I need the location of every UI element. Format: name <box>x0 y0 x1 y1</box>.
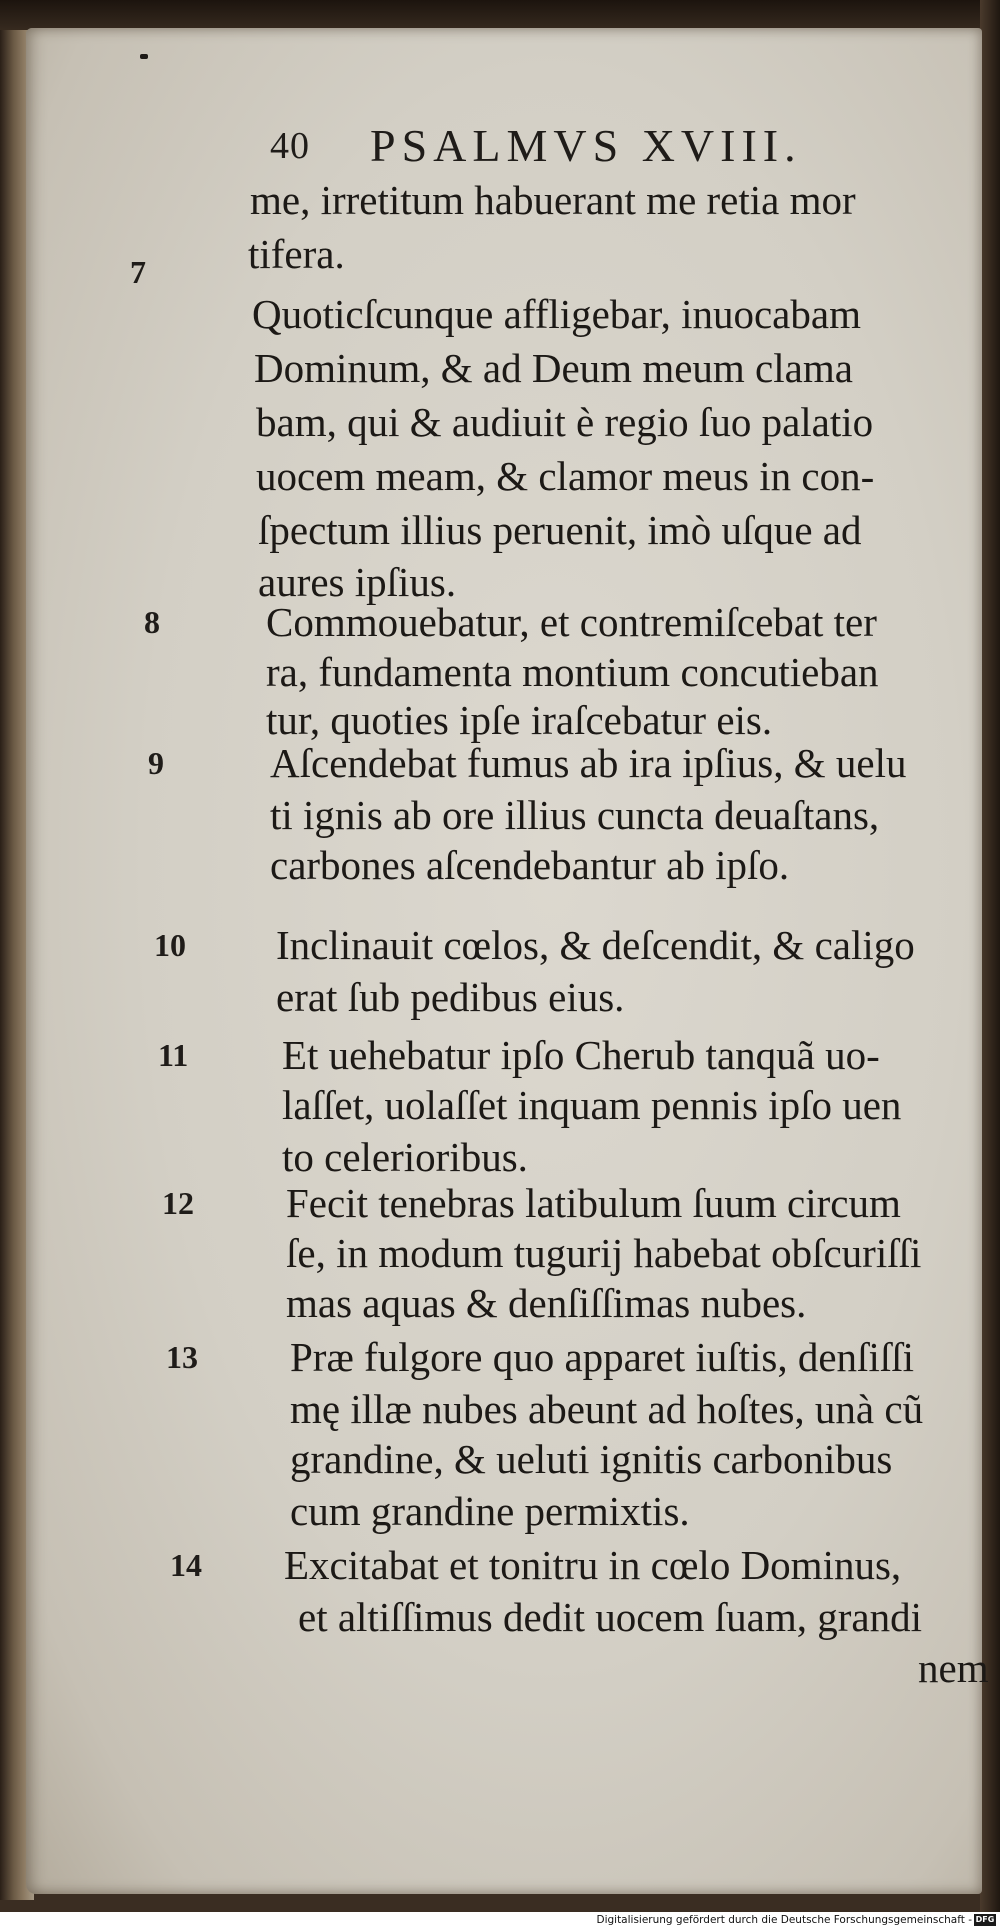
text-line: ti ignis ab ore illius cuncta deuaſtans, <box>270 792 880 838</box>
text-line: Excitabat et tonitru in cœlo Dominus, <box>284 1542 902 1588</box>
text-line: ſpectum illius peruenit, imò uſque ad <box>258 507 862 553</box>
verse-number: 14 <box>170 1547 202 1583</box>
text-line: laſſet, uolaſſet inquam pennis ipſo uen <box>282 1082 902 1128</box>
text-line: tur, quoties ipſe iraſcebatur eis. <box>266 697 773 743</box>
page-header <box>240 116 880 176</box>
verse-number: 13 <box>166 1339 198 1375</box>
verse-number: 8 <box>144 604 160 640</box>
text-line: Fecit tenebras latibulum ſuum circum <box>286 1180 901 1226</box>
text-line: ſe, in modum tugurij habebat obſcuriſſi <box>286 1230 922 1276</box>
paper-page <box>26 28 989 1894</box>
verse-number: 9 <box>148 745 164 781</box>
text-line: erat ſub pedibus eius. <box>276 974 625 1020</box>
text-line: Dominum, & ad Deum meum clama <box>254 345 853 391</box>
text-line: Præ fulgore quo apparet iuſtis, denſiſſi <box>290 1334 915 1380</box>
verse-number: 10 <box>154 927 186 963</box>
text-line: Commouebatur, et contremiſcebat ter <box>266 599 877 645</box>
text-line: Aſcendebat fumus ab ira ipſius, & uelu <box>270 740 907 786</box>
text-line: cum grandine permixtis. <box>290 1488 690 1534</box>
text-line: Inclinauit cœlos, & deſcendit, & caligo <box>276 922 915 968</box>
text-line: bam, qui & audiuit è regio ſuo palatio <box>256 399 874 445</box>
ink-mark <box>140 54 148 59</box>
text-line: uocem meam, & clamor meus in con- <box>256 453 875 499</box>
text-line: ra, fundamenta montium concutieban <box>266 649 879 695</box>
text-line: tifera. <box>248 231 345 277</box>
funding-credit: Digitalisierung gefördert durch die Deutsche Forschungsgemeinschaft - <box>596 1914 972 1926</box>
dfg-logo: DFG <box>975 1915 995 1924</box>
text-line: Quoticſcunque affligebar, inuocabam <box>252 291 861 337</box>
text-line: carbones aſcendebantur ab ipſo. <box>270 842 790 888</box>
text-line: me, irretitum habuerant me retia mor <box>250 177 856 223</box>
psalm-text <box>26 177 1000 1691</box>
text-line: to celerioribus. <box>282 1134 528 1180</box>
text-line: grandine, & ueluti ignitis carbonibus <box>290 1436 893 1482</box>
text-line: Et uehebatur ipſo Cherub tanquã uo- <box>282 1032 880 1078</box>
text-line: et altiſſimus dedit uocem ſuam, grandi <box>298 1594 922 1640</box>
text-line: nem <box>918 1645 989 1691</box>
text-line: aures ipſius. <box>258 559 457 605</box>
verse-number: 12 <box>162 1185 194 1221</box>
digitization-footer <box>0 1912 1000 1929</box>
page-number: 40 <box>270 125 310 167</box>
text-line: mas aquas & denſiſſimas nubes. <box>286 1280 807 1326</box>
verse-number: 7 <box>130 254 146 290</box>
text-line: mę illæ nubes abeunt ad hoſtes, unà cũ <box>290 1386 924 1432</box>
verse-number: 11 <box>158 1037 189 1073</box>
running-head: PSALMVS XVIII. <box>370 120 802 171</box>
